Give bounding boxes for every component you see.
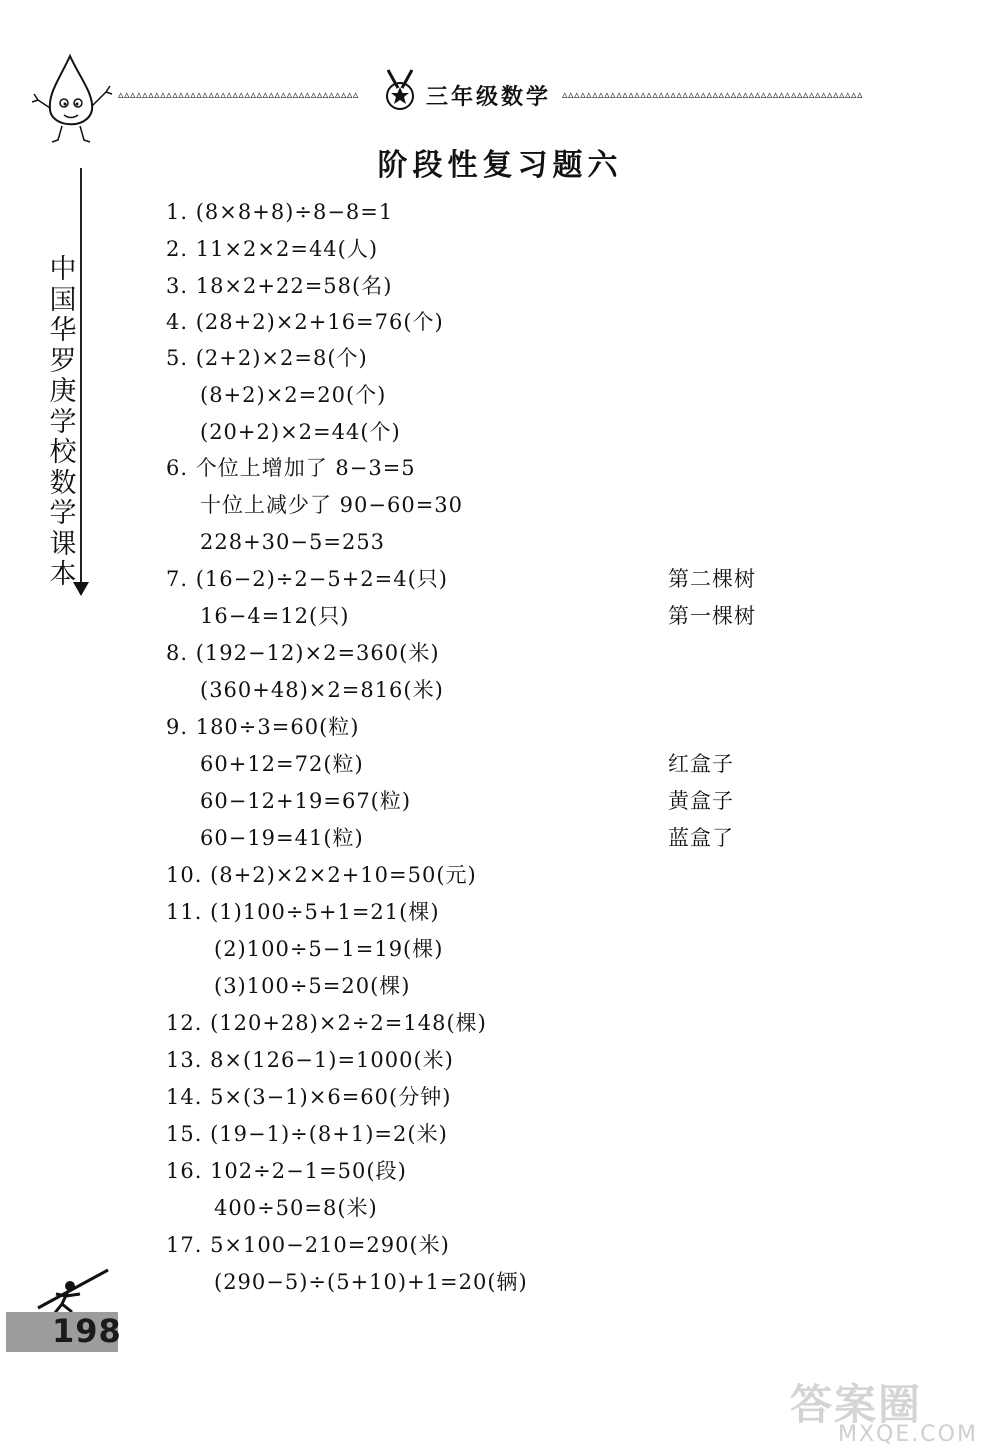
side-note: 黄盒子 bbox=[668, 789, 734, 813]
answer-line: 60−12+19=67(粒) bbox=[200, 789, 412, 813]
sidebar-divider bbox=[80, 168, 82, 586]
arrow-down-icon bbox=[73, 582, 89, 596]
side-note: 蓝盒了 bbox=[668, 826, 734, 850]
grade-label: 三年级数学 bbox=[426, 85, 552, 110]
answer-line: (3)100÷5=20(棵) bbox=[214, 974, 411, 998]
answer-line: 400÷50=8(米) bbox=[214, 1196, 378, 1220]
answer-line: 60+12=72(粒) bbox=[200, 752, 364, 776]
answer-line: 228+30−5=253 bbox=[200, 530, 386, 554]
answer-line: 16−4=12(只) bbox=[200, 604, 350, 628]
side-note: 第二棵树 bbox=[668, 567, 756, 591]
answer-line: 11. (1)100÷5+1=21(棵) bbox=[166, 900, 440, 924]
answer-line: 14. 5×(3−1)×6=60(分钟) bbox=[166, 1085, 452, 1109]
answer-line: (20+2)×2=44(个) bbox=[200, 420, 401, 444]
answer-line: 3. 18×2+22=58(名) bbox=[166, 274, 393, 298]
answer-line: 13. 8×(126−1)=1000(米) bbox=[166, 1048, 454, 1072]
answer-line: 4. (28+2)×2+16=76(个) bbox=[166, 310, 444, 334]
watermark-url: MXQE.COM bbox=[838, 1422, 978, 1447]
answer-line: 8. (192−12)×2=360(米) bbox=[166, 641, 440, 665]
answer-line: 9. 180÷3=60(粒) bbox=[166, 715, 360, 739]
answer-line: 5. (2+2)×2=8(个) bbox=[166, 346, 368, 370]
answer-line: (8+2)×2=20(个) bbox=[200, 383, 387, 407]
answer-line: 6. 个位上增加了 8−3=5 bbox=[166, 456, 416, 480]
page-title: 阶段性复习题六 bbox=[377, 148, 623, 183]
answer-line: 1. (8×8+8)÷8−8=1 bbox=[166, 200, 394, 224]
answer-line: 7. (16−2)÷2−5+2=4(只) bbox=[166, 567, 448, 591]
answer-line: (2)100÷5−1=19(棵) bbox=[214, 937, 444, 961]
side-note: 红盒子 bbox=[668, 752, 734, 776]
water-drop-mascot-icon bbox=[30, 48, 120, 148]
medal-icon bbox=[378, 68, 422, 112]
side-note: 第一棵树 bbox=[668, 604, 756, 628]
triangle-border-right: ▵▵▵▵▵▵▵▵▵▵▵▵▵▵▵▵▵▵▵▵▵▵▵▵▵▵▵▵▵▵▵▵▵▵▵▵▵▵▵▵▵▵▵▵▵▵▵▵▵▵ bbox=[562, 88, 864, 101]
page-number: 198 bbox=[52, 1312, 122, 1350]
answer-line: 10. (8+2)×2×2+10=50(元) bbox=[166, 863, 477, 887]
answer-line: 15. (19−1)÷(8+1)=2(米) bbox=[166, 1122, 448, 1146]
sidebar-book-title: 中国华罗庚学校数学课本 bbox=[49, 254, 77, 590]
answer-line: 12. (120+28)×2÷2=148(棵) bbox=[166, 1011, 487, 1035]
watermark-logo: 答案圈 bbox=[790, 1380, 923, 1429]
answer-line: (360+48)×2=816(米) bbox=[200, 678, 444, 702]
triangle-border-left: ▵▵▵▵▵▵▵▵▵▵▵▵▵▵▵▵▵▵▵▵▵▵▵▵▵▵▵▵▵▵▵▵▵▵▵▵▵▵▵▵ bbox=[118, 88, 359, 101]
answer-line: 2. 11×2×2=44(人) bbox=[166, 237, 379, 261]
answer-line: 17. 5×100−210=290(米) bbox=[166, 1233, 450, 1257]
answer-line: 十位上减少了 90−60=30 bbox=[200, 493, 464, 517]
answer-line: 16. 102÷2−1=50(段) bbox=[166, 1159, 407, 1183]
answer-line: (290−5)÷(5+10)+1=20(辆) bbox=[214, 1270, 528, 1294]
answer-line: 60−19=41(粒) bbox=[200, 826, 364, 850]
